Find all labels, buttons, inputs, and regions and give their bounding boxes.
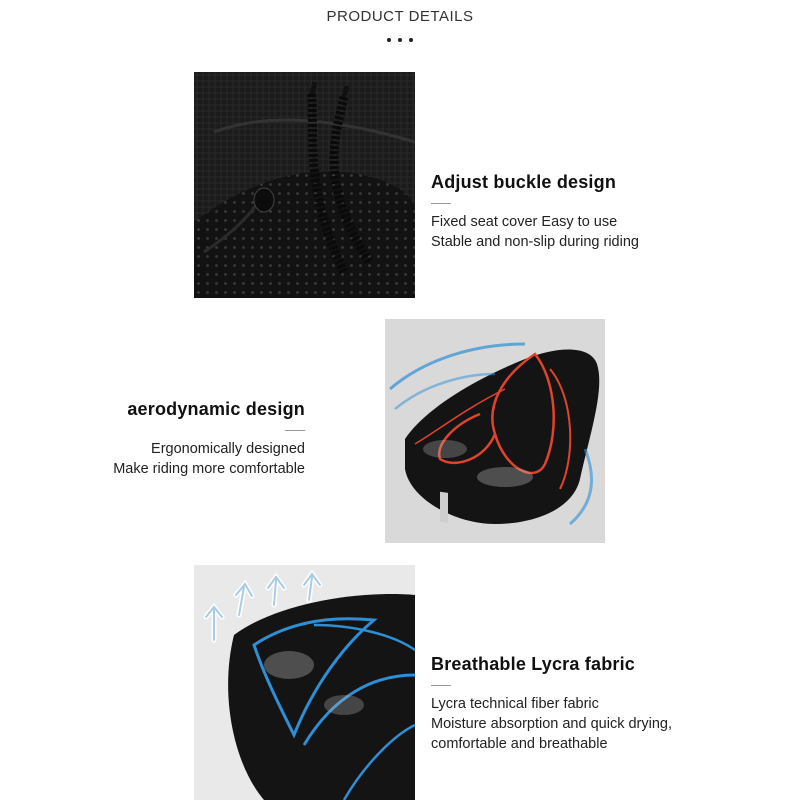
feature-title: Adjust buckle design	[431, 172, 617, 192]
feature-divider	[431, 685, 451, 686]
drawstring-buckle-photo	[194, 72, 415, 298]
feature-lycra	[431, 654, 672, 754]
feature-line: Fixed seat cover Easy to use	[431, 214, 618, 230]
feature-adjust-buckle	[431, 172, 639, 252]
feature-line: Stable and non-slip during riding	[431, 234, 639, 250]
feature-title: aerodynamic design	[127, 399, 305, 419]
feature-line: Ergonomically designed	[151, 441, 305, 457]
ellipsis-divider	[385, 38, 415, 46]
feature-divider	[285, 430, 305, 431]
feature-line: Make riding more comfortable	[113, 461, 305, 477]
lycra-fabric-photo	[194, 565, 415, 800]
feature-line: Moisture absorption and quick drying,	[431, 716, 672, 732]
feature-title: Breathable Lycra fabric	[431, 654, 636, 674]
feature-line: comfortable and breathable	[431, 736, 608, 752]
feature-line: Lycra technical fiber fabric	[431, 696, 599, 712]
page-title: PRODUCT DETAILS	[326, 8, 474, 25]
feature-aerodynamic	[113, 399, 305, 479]
aerodynamic-seat-photo	[385, 319, 605, 543]
feature-divider	[431, 203, 451, 204]
